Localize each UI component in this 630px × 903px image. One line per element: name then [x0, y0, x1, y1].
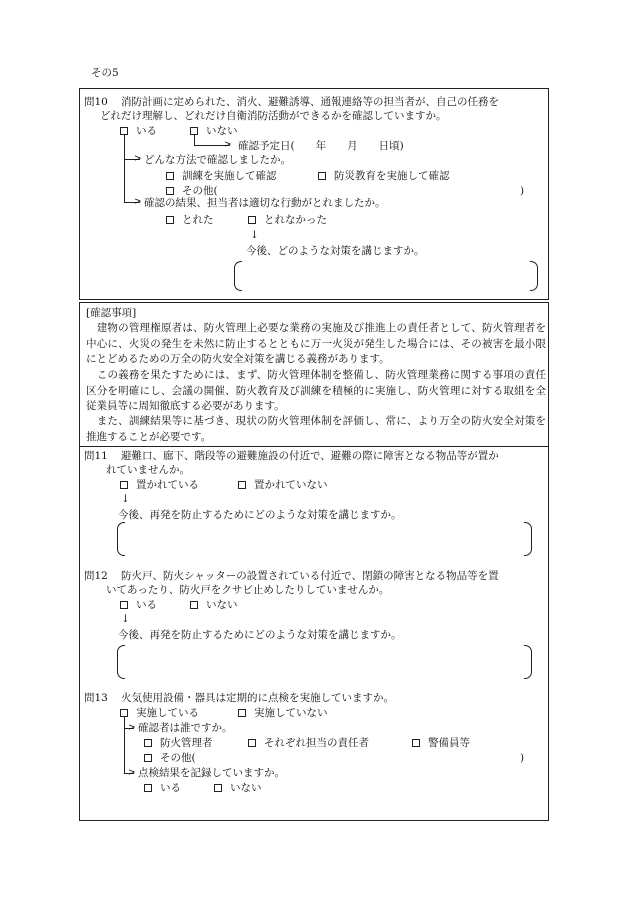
answer-bracket-left: [117, 522, 125, 556]
q13-who-other[interactable]: その他(: [144, 751, 196, 765]
q10-future-question: 今後、どのような対策を講じますか。: [246, 245, 425, 257]
q10-option-yes[interactable]: いる: [120, 124, 157, 138]
arrow-right-icon: >: [134, 154, 142, 164]
q10-result-yes[interactable]: とれた: [166, 213, 214, 227]
q11-future-question: 今後、再発を防止するためにどのような対策を講じますか。: [118, 509, 402, 521]
q11-question-line1: 避難口、廊下、階段等の避難施設の付近で、避難の際に障害となる物品等が置か: [121, 450, 499, 462]
q10-option-no[interactable]: いない: [190, 124, 238, 138]
checkbox[interactable]: [166, 172, 174, 180]
q11-answer-field[interactable]: [127, 524, 522, 554]
checkbox[interactable]: [144, 739, 152, 747]
answer-bracket-left: [117, 645, 125, 679]
down-arrow-icon: ↓: [250, 229, 259, 241]
divider: [79, 446, 549, 447]
answer-bracket-right: [530, 261, 538, 291]
checkbox[interactable]: [166, 216, 174, 224]
confirm-title: [確認事項]: [86, 307, 137, 319]
q13-who-guard[interactable]: 警備員等: [412, 736, 470, 750]
checkbox[interactable]: [238, 481, 246, 489]
q13-who-other-close: ): [520, 752, 525, 764]
checkbox[interactable]: [120, 709, 128, 717]
checkbox[interactable]: [248, 216, 256, 224]
q10-number: 問10: [84, 96, 108, 108]
arrow-right-icon: >: [128, 723, 136, 733]
q10-scheduled-date: 確認予定日( 年 月 日頃): [238, 140, 404, 152]
q12-option-yes[interactable]: いる: [120, 598, 157, 612]
q13-who-responsible[interactable]: それぞれ担当の責任者: [248, 736, 369, 750]
q12-answer-field[interactable]: [127, 647, 522, 677]
q13-who-question: 確認者は誰ですか。: [138, 722, 233, 734]
q10-result-no[interactable]: とれなかった: [248, 213, 327, 227]
checkbox[interactable]: [166, 187, 174, 195]
answer-bracket-right: [524, 645, 532, 679]
checkbox[interactable]: [248, 739, 256, 747]
confirm-paragraph-3: また、訓練結果等に基づき、現状の防火管理体制を評価し、常に、より万全の防火安全対策を推進することが必要です。: [86, 415, 546, 443]
answer-bracket-right: [524, 522, 532, 556]
checkbox[interactable]: [238, 709, 246, 717]
bracket-line: [124, 135, 125, 202]
answer-bracket-left: [234, 261, 242, 291]
q13-who-manager[interactable]: 防火管理者: [144, 736, 213, 750]
q13-number: 問13: [84, 692, 108, 704]
q10-how-question: どんな方法で確認しましたか。: [144, 154, 291, 166]
confirm-paragraph-2: この義務を果たすためには、まず、防火管理体制を整備し、防火管理業務に関する事項の責任区分を明確にし、会議の開催、防火教育及び訓練を積極的に実施し、防火管理に対する取組を全従業員等に周知徹底する必要があります。: [86, 369, 546, 412]
down-arrow-icon: ↓: [121, 613, 130, 625]
q10-question-line1: 消防計画に定められた、消火、避難誘導、通報連絡等の担当者が、自己の任務を: [121, 96, 499, 108]
arrow-right-icon: >: [224, 140, 232, 150]
q12-question-line2: いてあったり、防火戸をクサビ止めしたりしていませんか。: [106, 584, 390, 596]
section-label: その5: [91, 67, 119, 79]
q10-method-education[interactable]: 防災教育を実施して確認: [318, 169, 450, 183]
q12-question-line1: 防火戸、防火シャッターの設置されている付近で、閉鎖の障害となる物品等を置: [121, 570, 499, 582]
down-arrow-icon: ↓: [121, 493, 130, 505]
q12-option-no[interactable]: いない: [190, 598, 238, 612]
q10-answer-field[interactable]: [244, 263, 528, 289]
q10-method-other-close: ): [520, 185, 525, 197]
q12-future-question: 今後、再発を防止するためにどのような対策を講じますか。: [118, 629, 402, 641]
q13-record-question: 点検結果を記録していますか。: [138, 767, 285, 779]
checkbox[interactable]: [120, 601, 128, 609]
q13-option-done[interactable]: 実施している: [120, 706, 199, 720]
q12-number: 問12: [84, 570, 108, 582]
arrow-right-icon: >: [128, 768, 136, 778]
checkbox[interactable]: [144, 754, 152, 762]
q10-result-question: 確認の結果、担当者は適切な行動がとれましたか。: [144, 197, 386, 209]
checkbox[interactable]: [318, 172, 326, 180]
checkbox[interactable]: [120, 127, 128, 135]
q11-option-not-placed[interactable]: 置かれていない: [238, 478, 328, 492]
q11-number: 問11: [84, 450, 108, 462]
q13-question-line1: 火気使用設備・器具は定期的に点検を実施していますか。: [121, 692, 394, 704]
checkbox[interactable]: [190, 601, 198, 609]
q10-method-drill[interactable]: 訓練を実施して確認: [166, 169, 277, 183]
q13-record-yes[interactable]: いる: [144, 781, 181, 795]
q11-question-line2: れていませんか。: [106, 464, 190, 476]
q10-question-line2: どれだけ理解し、どれだけ自衛消防活動ができるかを確認していますか。: [100, 110, 447, 122]
connector-line: [194, 135, 195, 145]
q13-record-no[interactable]: いない: [214, 781, 262, 795]
checkbox[interactable]: [412, 739, 420, 747]
q13-option-not-done[interactable]: 実施していない: [238, 706, 328, 720]
checkbox[interactable]: [214, 784, 222, 792]
q10-method-other[interactable]: その他(: [166, 184, 218, 198]
checkbox[interactable]: [144, 784, 152, 792]
bracket-line: [124, 717, 125, 774]
arrow-right-icon: >: [134, 197, 142, 207]
checkbox[interactable]: [190, 127, 198, 135]
q11-option-placed[interactable]: 置かれている: [120, 478, 199, 492]
confirm-paragraph-1: 建物の管理権原者は、防火管理上必要な業務の実施及び推進上の責任者として、防火管理者を中心に、火災の発生を未然に防止するとともに万一火災が発生した場合には、その被害を最小限にとどめるための万全の防火安全対策を講じる義務があります。: [86, 322, 546, 365]
checkbox[interactable]: [120, 481, 128, 489]
